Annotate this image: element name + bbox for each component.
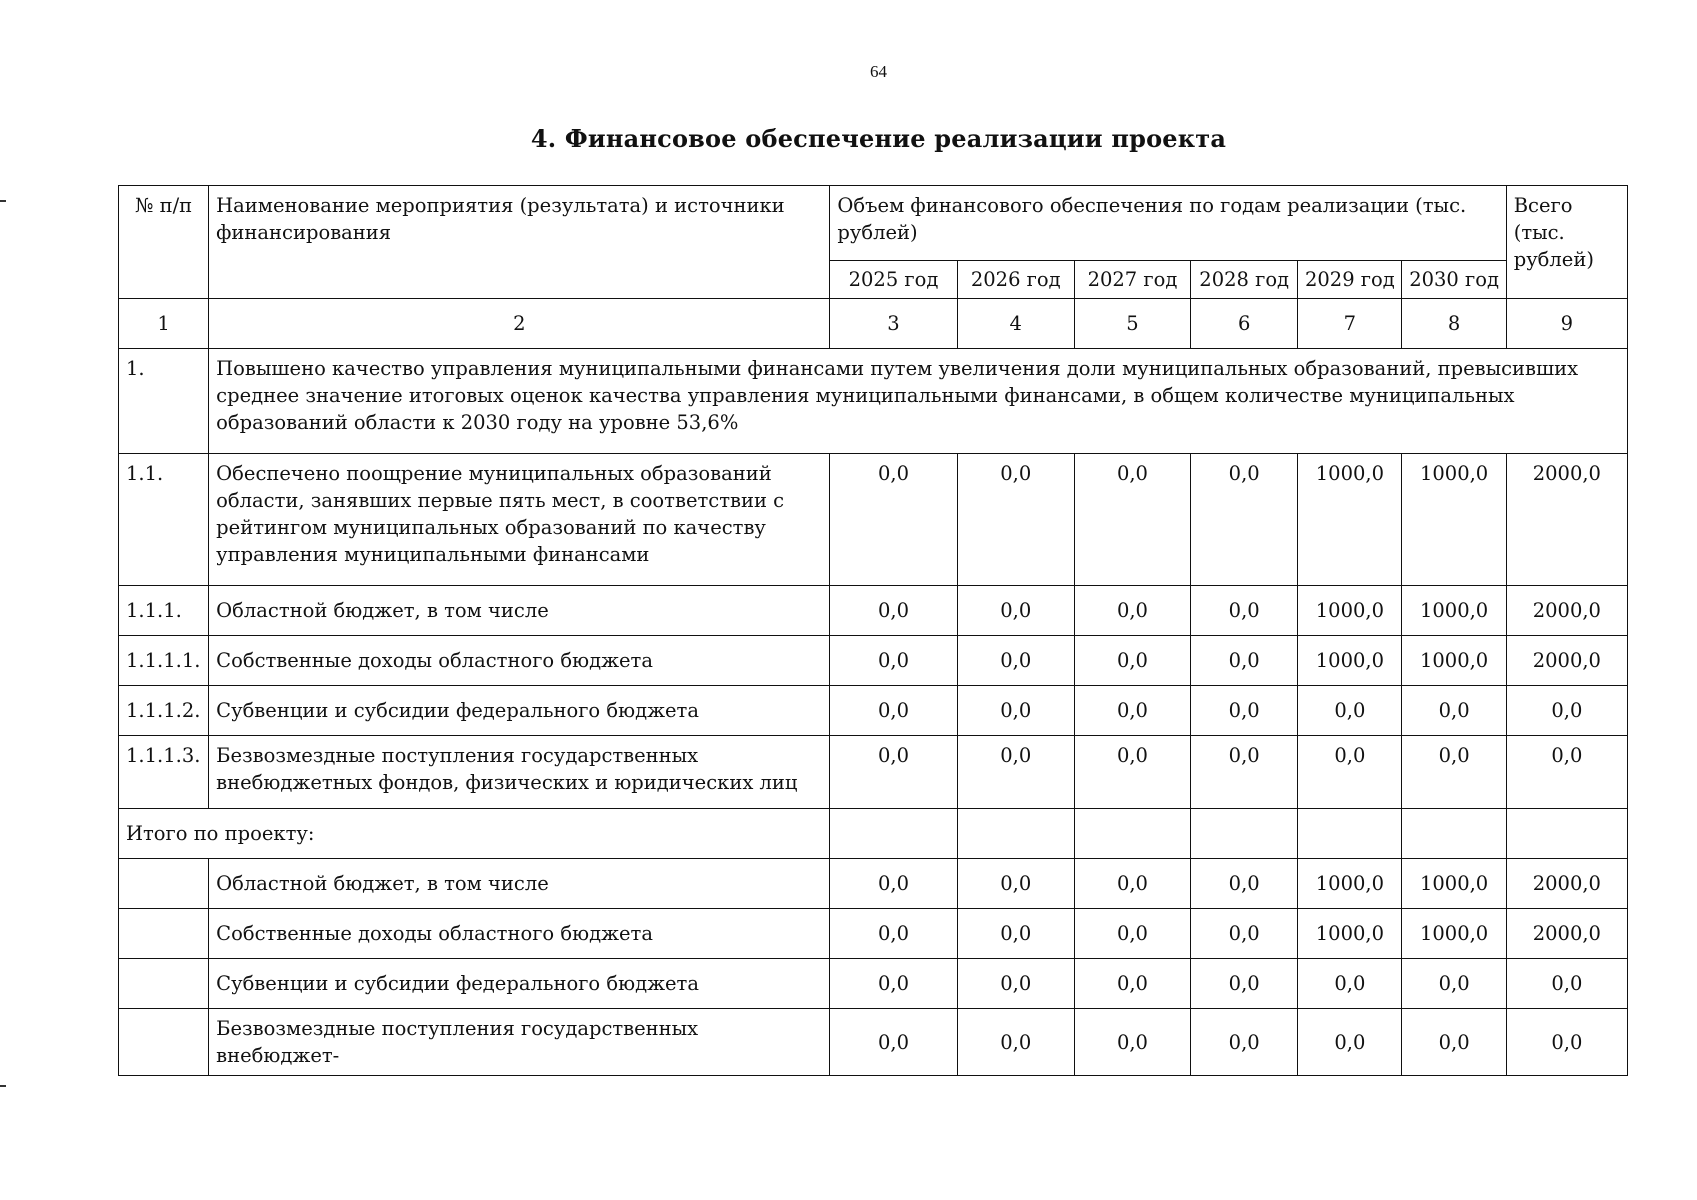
column-number: 4: [957, 299, 1074, 349]
row-total: 2000,0: [1506, 586, 1627, 636]
total-row: [119, 909, 1628, 959]
total-label-row: [119, 809, 1628, 859]
row-value: 0,0: [1191, 454, 1298, 586]
total-value: 0,0: [830, 909, 957, 959]
row-value: 0,0: [1191, 736, 1298, 809]
empty-cell: [830, 809, 957, 859]
row-value: 0,0: [1191, 586, 1298, 636]
column-number: 9: [1506, 299, 1627, 349]
empty-cell: [119, 909, 209, 959]
empty-cell: [1191, 809, 1298, 859]
empty-cell: [1298, 809, 1402, 859]
row-value: 1000,0: [1402, 586, 1506, 636]
row-name: Обеспечено поощрение муниципальных образований области, занявших первые пять мест, в соответствии с рейтингом муниципальных образований по качеству управления муниципальными финансами: [209, 454, 830, 586]
row-value: 0,0: [1074, 454, 1190, 586]
total-sum: 2000,0: [1506, 909, 1627, 959]
row-name: Собственные доходы областного бюджета: [209, 636, 830, 686]
row-value: 0,0: [957, 454, 1074, 586]
total-value: 0,0: [1191, 909, 1298, 959]
total-value: 0,0: [1402, 959, 1506, 1009]
row-total: 0,0: [1506, 686, 1627, 736]
total-value: 0,0: [830, 859, 957, 909]
total-row-name: Собственные доходы областного бюджета: [209, 909, 830, 959]
total-row: [119, 859, 1628, 909]
total-value: 0,0: [830, 959, 957, 1009]
header-year: 2029 год: [1298, 261, 1402, 299]
total-value: 0,0: [1074, 909, 1190, 959]
header-year: 2030 год: [1402, 261, 1506, 299]
total-value: 0,0: [1191, 959, 1298, 1009]
column-number: 7: [1298, 299, 1402, 349]
row-value: 0,0: [1298, 736, 1402, 809]
total-value: 0,0: [1191, 859, 1298, 909]
column-number: 2: [209, 299, 830, 349]
row-num: 1.1.1.: [119, 586, 209, 636]
column-number: 6: [1191, 299, 1298, 349]
empty-cell: [1074, 809, 1190, 859]
total-row: [119, 1009, 1628, 1076]
row-value: 1000,0: [1402, 454, 1506, 586]
row-value: 0,0: [1074, 686, 1190, 736]
total-value: 0,0: [1074, 859, 1190, 909]
result-row: [119, 349, 1628, 454]
row-value: 0,0: [1191, 686, 1298, 736]
empty-cell: [1402, 809, 1506, 859]
row-value: 1000,0: [1298, 636, 1402, 686]
table-row: [119, 736, 1628, 809]
header-year: 2028 год: [1191, 261, 1298, 299]
total-value: 0,0: [1402, 1009, 1506, 1076]
page-number: 64: [870, 62, 887, 81]
total-sum: 0,0: [1506, 1009, 1627, 1076]
row-total: 0,0: [1506, 736, 1627, 809]
row-value: 1000,0: [1402, 636, 1506, 686]
row-name: Субвенции и субсидии федерального бюджета: [209, 686, 830, 736]
column-numbers-row: [119, 299, 1628, 349]
total-value: 0,0: [1191, 1009, 1298, 1076]
empty-cell: [1506, 809, 1627, 859]
row-value: 0,0: [1191, 636, 1298, 686]
header-year: 2026 год: [957, 261, 1074, 299]
row-value: 0,0: [1074, 586, 1190, 636]
row-value: 0,0: [957, 736, 1074, 809]
row-value: 0,0: [1074, 736, 1190, 809]
row-num: 1.1.: [119, 454, 209, 586]
total-value: 1000,0: [1298, 909, 1402, 959]
table-row: [119, 686, 1628, 736]
empty-cell: [957, 809, 1074, 859]
header-year: 2025 год: [830, 261, 957, 299]
row-value: 1000,0: [1298, 454, 1402, 586]
row-value: 0,0: [830, 686, 957, 736]
total-value: 1000,0: [1402, 859, 1506, 909]
row-num: 1.1.1.1.: [119, 636, 209, 686]
header-name: Наименование мероприятия (результата) и источники финансирования: [209, 186, 830, 299]
table-row: [119, 636, 1628, 686]
row-value: 0,0: [830, 586, 957, 636]
total-value: 1000,0: [1298, 859, 1402, 909]
row-value: 0,0: [957, 586, 1074, 636]
section-title: 4. Финансовое обеспечение реализации проекта: [530, 124, 1227, 153]
row-total: 2000,0: [1506, 636, 1627, 686]
total-value: 0,0: [957, 1009, 1074, 1076]
table-row: [119, 454, 1628, 586]
header-num: № п/п: [119, 186, 209, 299]
total-sum: 0,0: [1506, 959, 1627, 1009]
total-row-name: Безвозмездные поступления государственных внебюджет-: [209, 1009, 830, 1076]
row-value: 0,0: [957, 686, 1074, 736]
total-value: 0,0: [1074, 959, 1190, 1009]
financing-table: [118, 185, 1628, 1076]
scan-mark: [0, 1085, 6, 1087]
total-value: 0,0: [830, 1009, 957, 1076]
row-value: 0,0: [1298, 686, 1402, 736]
total-value: 0,0: [957, 909, 1074, 959]
total-value: 0,0: [1298, 1009, 1402, 1076]
column-number: 3: [830, 299, 957, 349]
total-value: 0,0: [957, 959, 1074, 1009]
row-value: 0,0: [1402, 686, 1506, 736]
column-number: 8: [1402, 299, 1506, 349]
column-number: 5: [1074, 299, 1190, 349]
total-row-name: Областной бюджет, в том числе: [209, 859, 830, 909]
empty-cell: [119, 859, 209, 909]
table-row: [119, 586, 1628, 636]
row-total: 2000,0: [1506, 454, 1627, 586]
header-row: [119, 186, 1628, 261]
column-number: 1: [119, 299, 209, 349]
row-value: 0,0: [957, 636, 1074, 686]
scan-mark: [0, 200, 6, 202]
total-row-name: Субвенции и субсидии федерального бюджета: [209, 959, 830, 1009]
row-value: 0,0: [830, 636, 957, 686]
total-value: 1000,0: [1402, 909, 1506, 959]
row-name: Безвозмездные поступления государственных внебюджетных фондов, физических и юридических лиц: [209, 736, 830, 809]
header-total: Всего (тыс. рублей): [1506, 186, 1627, 299]
result-text: Повышено качество управления муниципальными финансами путем увеличения доли муниципальных образований, превысивших среднее значение итоговых оценок качества управления муниципальными финансами, в общем количестве муниципальных образований области к 2030 году на уровне 53,6%: [209, 349, 1628, 454]
total-value: 0,0: [1298, 959, 1402, 1009]
total-label: Итого по проекту:: [119, 809, 830, 859]
result-num: 1.: [119, 349, 209, 454]
empty-cell: [119, 1009, 209, 1076]
total-row: [119, 959, 1628, 1009]
row-num: 1.1.1.2.: [119, 686, 209, 736]
row-num: 1.1.1.3.: [119, 736, 209, 809]
row-value: 0,0: [830, 736, 957, 809]
row-value: 0,0: [1402, 736, 1506, 809]
total-sum: 2000,0: [1506, 859, 1627, 909]
row-value: 0,0: [830, 454, 957, 586]
row-value: 0,0: [1074, 636, 1190, 686]
row-value: 1000,0: [1298, 586, 1402, 636]
header-year: 2027 год: [1074, 261, 1190, 299]
total-value: 0,0: [957, 859, 1074, 909]
row-name: Областной бюджет, в том числе: [209, 586, 830, 636]
header-volume: Объем финансового обеспечения по годам реализации (тыс. рублей): [830, 186, 1506, 261]
empty-cell: [119, 959, 209, 1009]
total-value: 0,0: [1074, 1009, 1190, 1076]
